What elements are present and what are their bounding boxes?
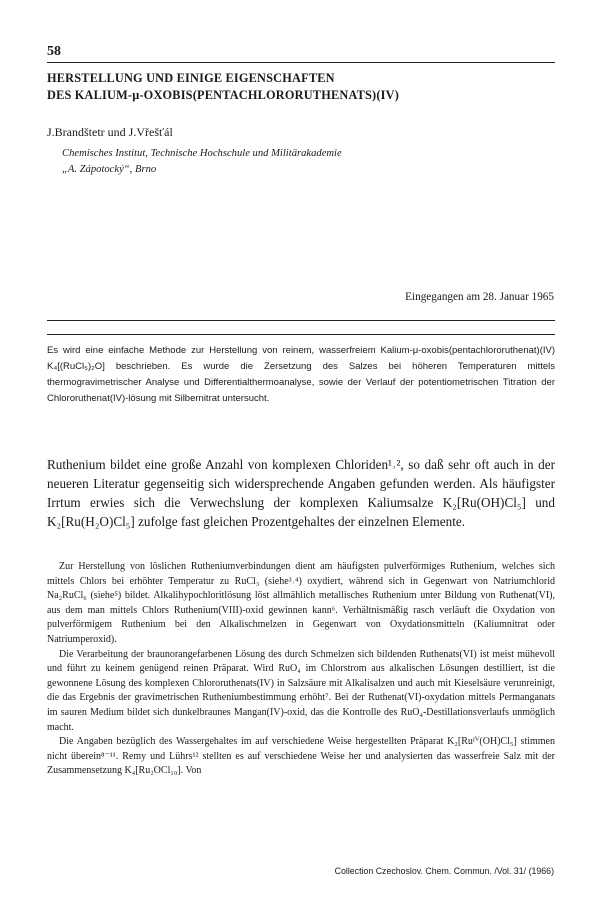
affiliation-line-1: Chemisches Institut, Technische Hochschule und Militärakademie [62,148,342,159]
title-line-1: HERSTELLUNG UND EINIGE EIGENSCHAFTEN [47,71,335,85]
header-rule [47,62,555,63]
title-line-2: DES KALIUM-μ-OXOBIS(PENTACHLORORUTHENATS)(IV) [47,88,399,102]
abstract: Es wird eine einfache Methode zur Herstellung von reinem, wasserfreiem Kalium-μ-oxobis(pentachlororuthenat)(IV) K₄[(RuCl₅)₂O] beschrieben. Es wurde die Zersetzung des Salzes bei höheren Temperaturen mittels thermogravimetrischer Analyse und Differentialthermoanalyse, sowie der Verlauf der potentiometrischen Titration der Chlororuthenat(IV)-lösung mit Silbernitrat untersucht. [47,345,555,404]
article-title [47,70,555,104]
body-paragraph-2: Die Verarbeitung der braunorangefarbenen Lösung des durch Schmelzen sich bildenden Ruthenats(VI) ist meist mühevoll und führt zu keinem genügend reinen Präparat. Wird RuO₄ im Chlorstrom aus alkalischen Lösungen destilliert, ist die gewonnene Lösung des komplexen Chlororuthenats(IV) in Salzsäure mit Alkalisalzen und auch mit Kieselsäure verunreinigt, die das Ergebnis der gravimetrischen Rutheniumbestimmung erhöht⁷. Bei der Ruthenat(VI)-oxydation mittels Permanganats im sauren Medium bildet sich dunkelbraunes Mangan(IV)-oxid, das die Kontrolle des RuO₄-Destillationsverlaufs unmöglich macht. [47,648,555,733]
journal-footer: Collection Czechoslov. Chem. Commun. /Vol. 31/ (1966) [334,866,554,876]
intro-paragraph: Ruthenium bildet eine große Anzahl von komplexen Chloriden¹˒², so daß sehr oft auch in der neueren Literatur gegenseitig sich widersprechende Angaben gefunden werden. Als häufigster Irrtum erwies sich die Verwechslung der komplexen Kaliumsalze K₂[Ru(OH)Cl₅] und K₂[Ru(H₂O)Cl₅] zufolge fast gleichen Prozentgehaltes der einzelnen Elemente. [47,457,555,529]
affiliation-line-2: „A. Zápotocký“, Brno [62,164,157,175]
body-text [47,560,555,779]
authors: J.Brandštetr und J.Vřešťál [47,125,173,139]
affiliation [62,146,342,178]
abstract-rule-second [47,334,555,335]
abstract-rule-top [47,320,555,321]
received-date: Eingegangen am 28. Januar 1965 [405,291,554,303]
body-paragraph-1: Zur Herstellung von löslichen Rutheniumverbindungen dient am häufigsten pulverförmiges Ruthenium, welches sich mittels Chlors bei erhöhter Temperatur zu RuCl₃ (siehe³˒⁴) oxydiert, während sich in Gegenwart von Natriumchlorid Na₂RuCl₆ (siehe⁵) bildet. Alkalihypochloritlösung löst allmählich metallisches Ruthenium unter Bildung von Ruthenat(VI), aus dem man mittels Chlors Ruthenium(VIII)-oxid gewinnen kann⁶. Verhältnismäßig rasch verläuft die Oxydation von pulverförmigem Ruthenium bei den Alkalischmelzen in Gegenwart von Oxydationsmitteln (Kaliumnitrat oder Natriumperoxid). [47,561,555,645]
page-number: 58 [47,44,61,59]
body-paragraph-3: Die Angaben bezüglich des Wassergehaltes im auf verschiedene Weise hergestellten Präparat K₂[Ruᴵⱽ(OH)Cl₅] stimmen nicht überein⁸⁻¹¹. Remy und Lührs¹² stellten es auf verschiedene Weise her und analysierten das wasserfreie Salz mit der Zusammensetzung K₄[Ru₂OCl₁₀]. Von [47,736,555,777]
